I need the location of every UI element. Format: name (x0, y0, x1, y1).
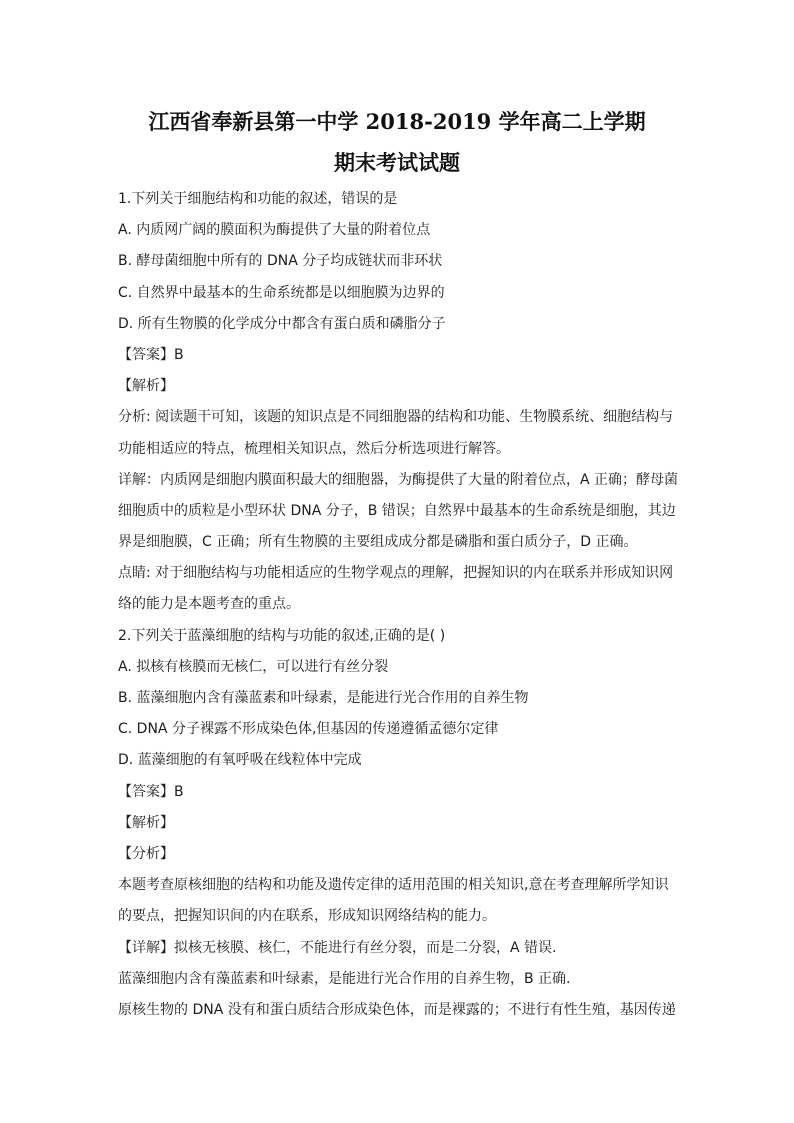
question-2-analysis-line: 的要点，把握知识间的内在联系，形成知识网络结构的能力。 (118, 908, 496, 925)
question-1-tip-line: 络的能力是本题考查的重点。 (118, 596, 300, 613)
document-title: 江西省奉新县第一中学 2018-2019 学年高二上学期 (148, 109, 646, 134)
question-2-stem: 2.下列关于蓝藻细胞的结构与功能的叙述,正确的是( ) (118, 627, 446, 644)
question-1-answer: 【答案】B (118, 346, 184, 363)
question-1-analysis-line: 功能相适应的特点，梳理相关知识点，然后分析选项进行解答。 (118, 440, 510, 457)
question-1-option-d: D. 所有生物膜的化学成分中都含有蛋白质和磷脂分子 (118, 315, 446, 332)
question-1-analysis-heading: 【解析】 (118, 378, 174, 395)
question-2-option-d: D. 蓝藻细胞的有氧呼吸在线粒体中完成 (118, 752, 362, 769)
document-subtitle: 期末考试试题 (334, 150, 460, 175)
question-1-option-c: C. 自然界中最基本的生命系统都是以细胞膜为边界的 (118, 284, 445, 301)
question-1-stem: 1.下列关于细胞结构和功能的叙述，错误的是 (118, 191, 398, 207)
question-1-tip-line: 点睛: 对于细胞结构与功能相适应的生物学观点的理解，把握知识的内在联系并形成知识网 (118, 565, 674, 582)
question-2-option-c: C. DNA 分子裸露不形成染色体,但基因的传递遵循孟德尔定律 (118, 721, 499, 738)
question-1-analysis-line: 分析: 阅读题干可知，该题的知识点是不同细胞器的结构和功能、生物膜系统、细胞结构与 (118, 409, 674, 426)
question-1-option-b: B. 酵母菌细胞中所有的 DNA 分子均成链状而非环状 (118, 253, 443, 270)
question-2-analysis-subheading: 【分析】 (118, 845, 174, 862)
question-1-detail-line: 细胞质中的质粒是小型环状 DNA 分子，B 错误；自然界中最基本的生命系统是细胞，其边 (118, 502, 676, 519)
question-2-option-b: B. 蓝藻细胞内含有藻蓝素和叶绿素，是能进行光合作用的自养生物 (118, 690, 529, 706)
question-1-detail-line: 详解：内质网是细胞内膜面积最大的细胞器，为酶提供了大量的附着位点，A 正确；酵母菌 (118, 471, 678, 488)
question-1-detail-line: 界是细胞膜，C 正确；所有生物膜的主要组成成分都是磷脂和蛋白质分子，D 正确。 (118, 534, 638, 551)
question-2-detail-line: 【详解】拟核无核膜、核仁，不能进行有丝分裂，而是二分裂，A 错误. (118, 939, 557, 956)
question-2-answer: 【答案】B (118, 783, 184, 800)
question-2-detail-line: 原核生物的 DNA 没有和蛋白质结合形成染色体，而是裸露的；不进行有性生殖，基因传递 (118, 1001, 676, 1018)
question-2-detail-line: 蓝藻细胞内含有藻蓝素和叶绿素，是能进行光合作用的自养生物，B 正确. (118, 970, 571, 987)
question-2-option-a: A. 拟核有核膜而无核仁，可以进行有丝分裂 (118, 658, 389, 675)
question-2-analysis-heading: 【解析】 (118, 814, 174, 831)
question-1-option-a: A. 内质网广阔的膜面积为酶提供了大量的附着位点 (118, 222, 431, 239)
document-body (118, 184, 678, 1026)
question-2-analysis-line: 本题考查原核细胞的结构和功能及遗传定律的适用范围的相关知识,意在考查理解所学知识 (118, 877, 669, 894)
